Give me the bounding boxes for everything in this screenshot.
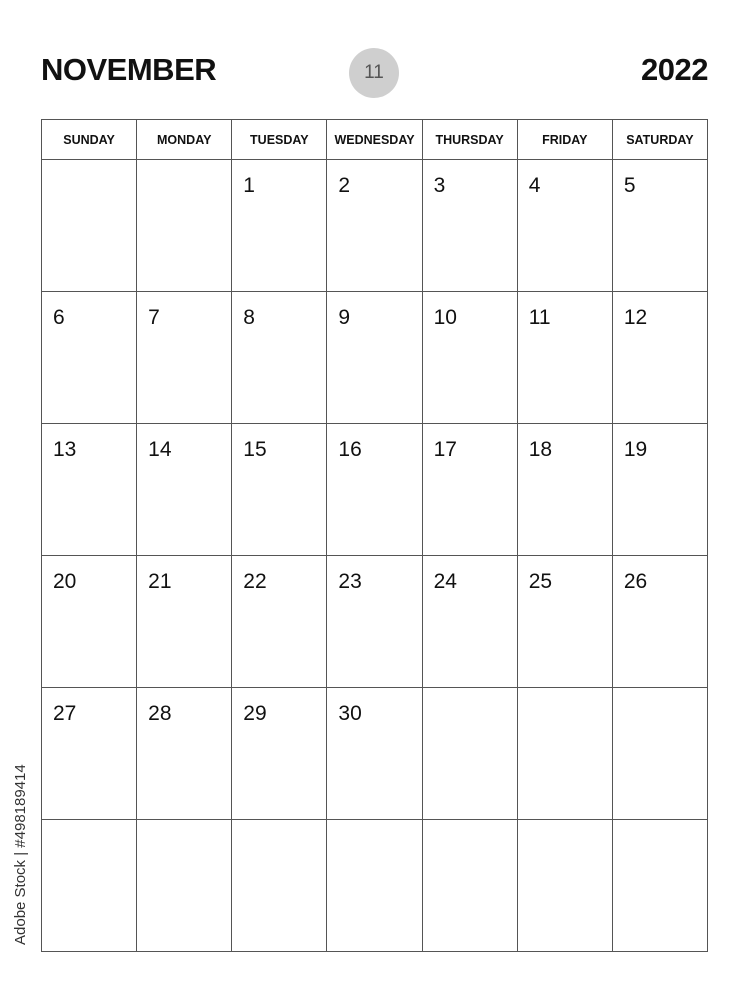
weekday-tuesday: TUESDAY xyxy=(232,120,327,160)
week-row xyxy=(42,292,708,424)
week-row xyxy=(42,688,708,820)
day-cell[interactable] xyxy=(518,556,613,688)
day-cell[interactable] xyxy=(137,688,232,820)
day-cell[interactable] xyxy=(42,424,137,556)
day-number: 29 xyxy=(243,702,267,725)
day-cell[interactable] xyxy=(42,556,137,688)
weeks-container xyxy=(42,160,708,952)
day-number: 12 xyxy=(623,306,648,329)
day-number: 28 xyxy=(148,702,172,725)
day-number: 7 xyxy=(148,306,160,329)
day-number: 16 xyxy=(338,438,362,461)
day-number: 26 xyxy=(623,570,648,593)
day-number: 3 xyxy=(433,174,446,197)
day-cell[interactable] xyxy=(613,160,708,292)
day-cell[interactable] xyxy=(423,820,518,952)
day-cell[interactable] xyxy=(232,424,327,556)
day-number: 14 xyxy=(148,438,172,461)
day-number: 10 xyxy=(433,306,457,329)
day-number: 6 xyxy=(53,306,65,329)
day-number: 30 xyxy=(338,702,362,725)
day-cell[interactable] xyxy=(137,556,232,688)
weekday-monday: MONDAY xyxy=(137,120,232,160)
calendar-grid xyxy=(41,119,708,952)
day-number: 24 xyxy=(433,570,457,593)
day-number: 5 xyxy=(623,174,636,197)
day-cell[interactable] xyxy=(137,424,232,556)
day-cell[interactable] xyxy=(327,688,422,820)
day-number: 27 xyxy=(53,702,77,725)
day-number: 2 xyxy=(338,174,351,197)
day-cell[interactable] xyxy=(327,160,422,292)
month-number-badge: 11 xyxy=(349,48,399,98)
day-number: 8 xyxy=(243,306,255,329)
day-number: 23 xyxy=(338,570,362,593)
day-cell[interactable] xyxy=(518,292,613,424)
day-number: 17 xyxy=(433,438,457,461)
day-cell[interactable] xyxy=(518,820,613,952)
weekday-saturday: SATURDAY xyxy=(613,120,708,160)
day-cell[interactable] xyxy=(613,424,708,556)
day-number: 25 xyxy=(528,570,553,593)
day-cell[interactable] xyxy=(423,688,518,820)
day-number: 13 xyxy=(53,438,77,461)
week-row xyxy=(42,424,708,556)
day-number: 22 xyxy=(243,570,267,593)
day-cell[interactable] xyxy=(423,160,518,292)
weekday-friday: FRIDAY xyxy=(518,120,613,160)
day-number: 15 xyxy=(243,438,267,461)
day-cell[interactable] xyxy=(42,820,137,952)
day-cell[interactable] xyxy=(137,160,232,292)
day-cell[interactable] xyxy=(423,556,518,688)
day-cell[interactable] xyxy=(613,820,708,952)
day-number: 11 xyxy=(528,306,551,329)
day-cell[interactable] xyxy=(137,820,232,952)
stock-watermark-id: Adobe Stock | #498189414 xyxy=(12,764,29,945)
day-cell[interactable] xyxy=(327,292,422,424)
day-cell[interactable] xyxy=(232,688,327,820)
day-cell[interactable] xyxy=(423,292,518,424)
day-cell[interactable] xyxy=(232,820,327,952)
day-cell[interactable] xyxy=(613,292,708,424)
day-number: 9 xyxy=(338,306,351,329)
day-cell[interactable] xyxy=(327,820,422,952)
day-cell[interactable] xyxy=(613,556,708,688)
day-cell[interactable] xyxy=(518,424,613,556)
weekday-header-row xyxy=(42,120,708,160)
day-cell[interactable] xyxy=(327,556,422,688)
week-row xyxy=(42,160,708,292)
day-cell[interactable] xyxy=(137,292,232,424)
day-cell[interactable] xyxy=(232,556,327,688)
day-cell[interactable] xyxy=(423,424,518,556)
day-number: 1 xyxy=(243,174,255,197)
day-cell[interactable] xyxy=(518,688,613,820)
weekday-wednesday: WEDNESDAY xyxy=(327,120,422,160)
day-cell[interactable] xyxy=(518,160,613,292)
weekday-sunday: SUNDAY xyxy=(42,120,137,160)
weekday-thursday: THURSDAY xyxy=(423,120,518,160)
day-cell[interactable] xyxy=(42,160,137,292)
month-title: NOVEMBER xyxy=(41,52,217,87)
day-cell[interactable] xyxy=(232,292,327,424)
week-row xyxy=(42,820,708,952)
day-cell[interactable] xyxy=(232,160,327,292)
day-cell[interactable] xyxy=(613,688,708,820)
day-number: 19 xyxy=(623,438,648,461)
day-number: 18 xyxy=(528,438,553,461)
week-row xyxy=(42,556,708,688)
day-number: 21 xyxy=(148,570,172,593)
day-cell[interactable] xyxy=(327,424,422,556)
day-cell[interactable] xyxy=(42,688,137,820)
calendar-header xyxy=(41,40,708,108)
day-number: 4 xyxy=(528,174,541,197)
year-title: 2022 xyxy=(641,52,708,87)
day-cell[interactable] xyxy=(42,292,137,424)
day-number: 20 xyxy=(53,570,77,593)
